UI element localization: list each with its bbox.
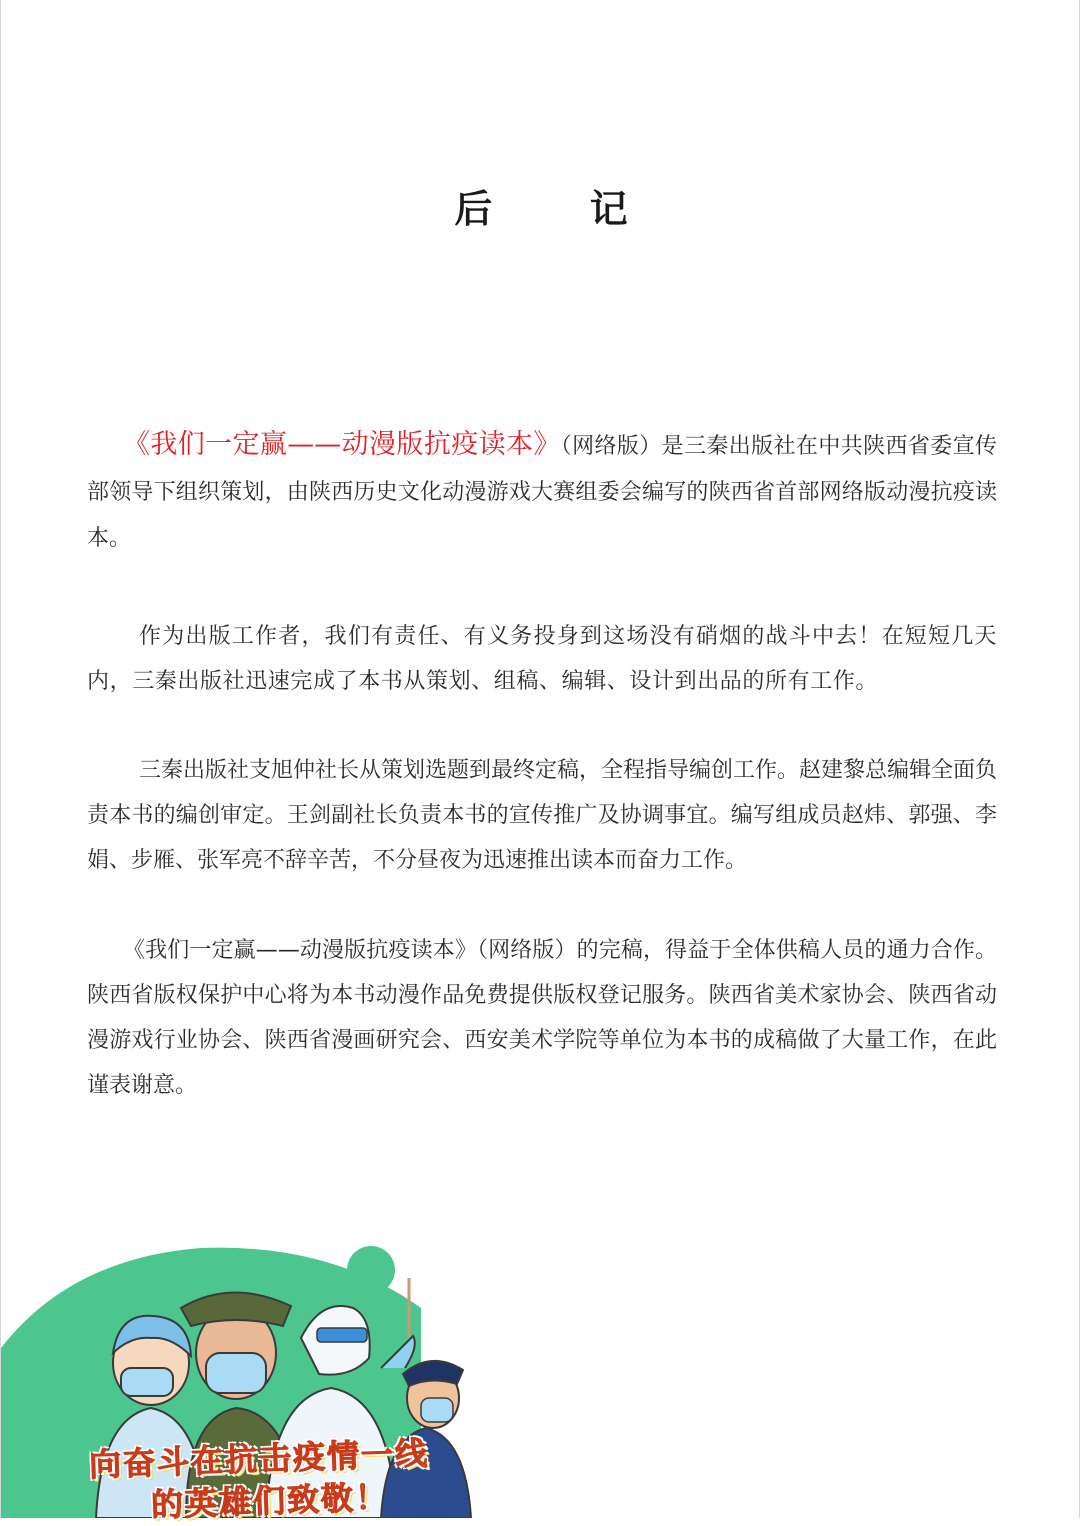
paragraph-2: 作为出版工作者，我们有责任、有义务投身到这场没有硝烟的战斗中去！在短短几天内，三秦出版社迅速完成了本书从策划、组稿、编辑、设计到出品的所有工作。 (87, 624, 997, 694)
paragraph-1 (87, 422, 997, 562)
green-dot (347, 1246, 395, 1294)
page-title: 后 记 (454, 187, 670, 231)
slogan-line-2: 的英雄们致敬！ (150, 1477, 390, 1525)
slogan-line-1: 向奋斗在抗击疫情一线 (88, 1434, 430, 1484)
paragraph-4: 《我们一定赢——动漫版抗疫读本》（网络版）的完稿，得益于全体供稿人员的通力合作。陕西省版权保护中心将为本书动漫作品免费提供版权登记服务。陕西省美术家协会、陕西省动漫游戏行业协会、陕西省漫画研究会、西安美术学院等单位为本书的成稿做了大量工作，在此谨表谢意。 (87, 938, 997, 1098)
paragraph-3: 三秦出版社支旭仲社长从策划选题到最终定稿，全程指导编创工作。赵建黎总编辑全面负责本书的编创审定。王剑副社长负责本书的宣传推广及协调事宜。编写组成员赵炜、郭强、李娟、步雁、张军亮不辞辛苦，不分昼夜为迅速推出读本而奋力工作。 (87, 758, 998, 873)
paragraph-1-rest: （网络版）是三秦出版社在中共陕西省委宣传部领导下组织策划，由陕西历史文化动漫游戏大赛组委会编写的陕西省首部网络版动漫抗疫读本。 (87, 434, 997, 551)
book-title-red: 《我们一定赢——动漫版抗疫读本》 (123, 429, 561, 460)
